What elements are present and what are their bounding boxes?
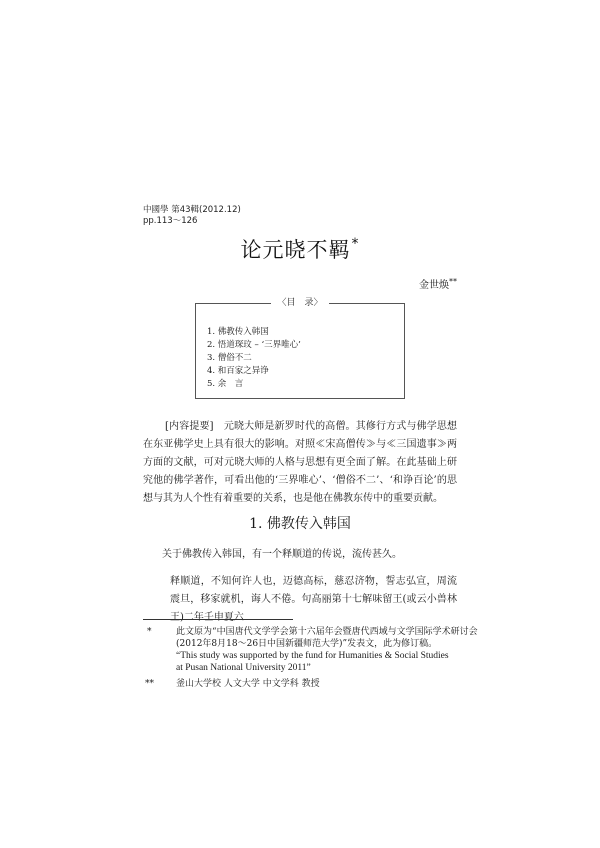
footnote-1-line: “This study was supported by the fund for Humanities & Social Studies	[176, 651, 449, 661]
toc-list	[207, 326, 301, 391]
section-heading: 1. 佛教传入韩国	[249, 516, 351, 532]
footnote-1-line: at Pusan National University 2011”	[176, 663, 311, 673]
block-quote: 释顺道，不知何许人也，迈德高标，慈忍济物，誓志弘宣，周流震旦，移家就机，诲人不倦。句高丽第十七解味留王(或云小兽林王)二年壬申夏六	[170, 576, 457, 623]
paper-title-text: 论元晓不羁	[240, 238, 351, 262]
toc-item: 3. 僧俗不二	[207, 353, 252, 363]
toc-item: 4. 和百家之异诤	[207, 366, 269, 376]
paper-title	[0, 234, 600, 264]
author-line	[419, 276, 457, 291]
body-paragraph: 关于佛教传入韩国，有一个释顺道的传说，流传甚久。	[162, 549, 402, 560]
author-footnote-mark: **	[449, 277, 457, 286]
footnote-2-mark: **	[145, 679, 154, 689]
journal-info	[143, 205, 241, 227]
title-footnote-mark: *	[351, 236, 360, 252]
footnote-1-line: (2012年8月18～26日中国新疆师范大学)”发表文，此为修订稿。	[176, 639, 438, 649]
footnote-2: 釜山大学校 人文大学 中文学科 教授	[176, 679, 320, 689]
toc-item: 5. 余 言	[207, 379, 244, 389]
abstract-text: [内容提要] 元晓大师是新罗时代的高僧。其修行方式与佛学思想在东亚佛学史上具有很大的影响。对照≪宋高僧传≫与≪三国遗事≫两方面的文献，可对元晓大师的人格与思想有更全面了解。在此基础上研究他的佛学著作，可看出他的‘三界唯心’、‘僧俗不二’、‘和诤百论’的思想与其为人个性有着重要的关系，也是他在佛教东传中的重要贡献。	[143, 421, 457, 504]
footnote-1-line: 此文原为“中国唐代文学学会第十六届年会暨唐代西域与文学国际学术研讨会	[176, 627, 478, 637]
table-of-contents	[195, 298, 405, 399]
toc-item: 1. 佛教传入韩国	[207, 327, 269, 337]
journal-issue: 中國學 第43輯(2012.12)	[143, 205, 241, 215]
footnote-divider	[143, 619, 293, 620]
author-name: 金世焕	[419, 280, 449, 291]
journal-pages: pp.113～126	[143, 216, 198, 226]
footnote-1-mark: *	[147, 627, 152, 637]
abstract	[143, 418, 457, 508]
toc-heading: 〈目 录〉	[196, 297, 404, 309]
toc-item: 2. 悟道琛玟 – ‘三界唯心’	[207, 340, 301, 350]
